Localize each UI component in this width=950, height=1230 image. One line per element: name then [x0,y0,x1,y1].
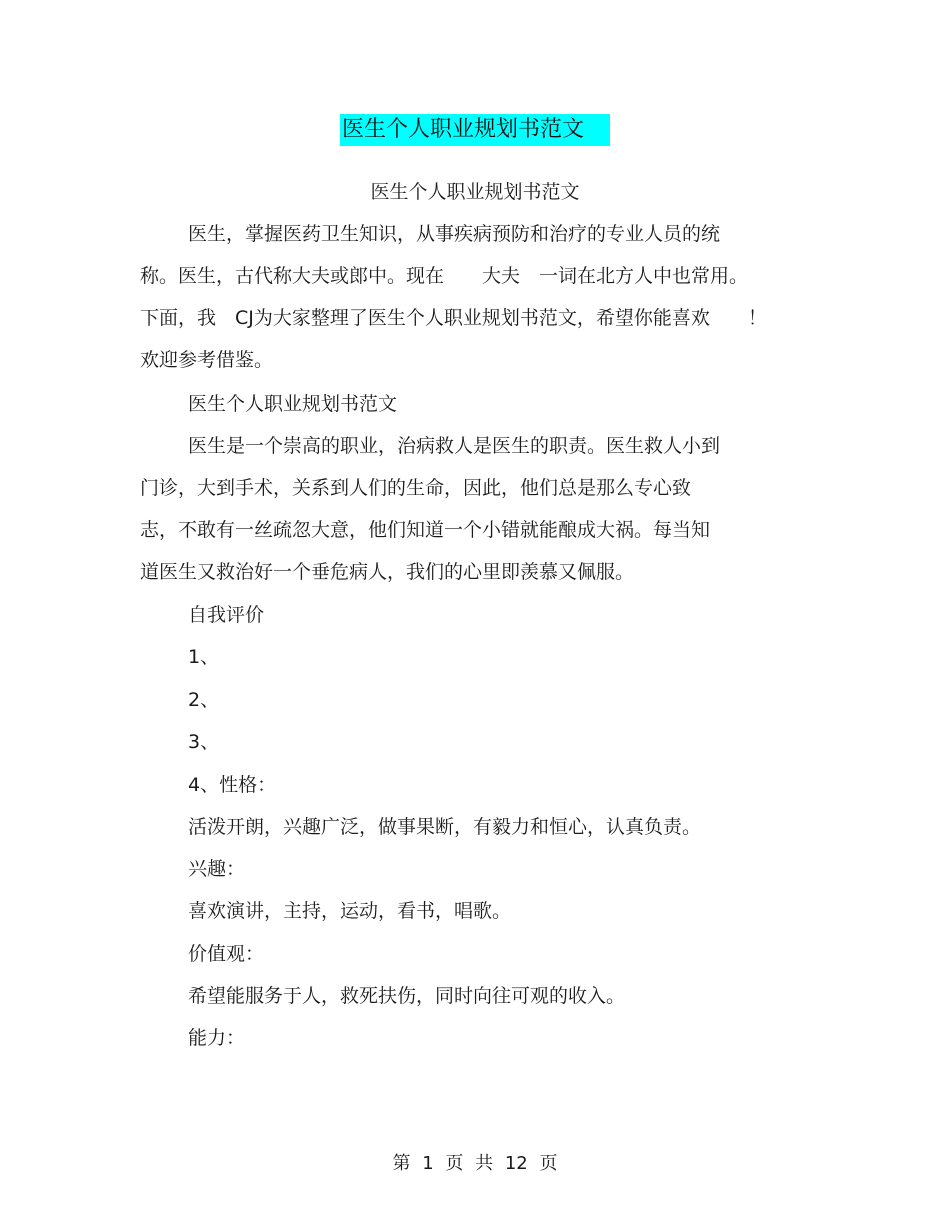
body-line-3: 志，不敢有一丝疏忽大意，他们知道一个小错就能酿成大祸。每当知 [140,519,711,541]
values-label: 价值观： [188,943,265,965]
list-item-4: 4、性格： [188,774,277,796]
body-line-1: 医生是一个崇高的职业，治病救人是医生的职责。医生救人小到 [188,435,721,457]
body-line-2: 门诊，大到手术，关系到人们的生命，因此，他们总是那么专心致 [140,477,692,499]
title-container [0,114,950,146]
ability-label: 能力： [188,1027,246,1049]
list-item-2: 2、 [188,689,220,711]
body-line-4: 道医生又救治好一个垂危病人，我们的心里即羡慕又佩服。 [140,561,635,583]
interest-label: 兴趣： [188,858,246,880]
intro-line-4: 欢迎参考借鉴。 [140,349,274,371]
document-title: 医生个人职业规划书范文 [340,114,610,146]
document-subtitle: 医生个人职业规划书范文 [370,181,580,203]
interest-text: 喜欢演讲，主持，运动，看书，唱歌。 [188,900,512,922]
intro-line-3: 下面，我 CJ为大家整理了医生个人职业规划书范文，希望你能喜欢 ！ [140,307,767,329]
intro-line-1: 医生，掌握医药卫生知识，从事疾病预防和治疗的专业人员的统 [188,223,721,245]
personality-text: 活泼开朗，兴趣广泛，做事果断，有毅力和恒心，认真负责。 [188,816,702,838]
section-heading: 医生个人职业规划书范文 [188,393,398,415]
self-eval-heading: 自我评价 [188,604,265,626]
list-item-3: 3、 [188,731,220,753]
list-item-1: 1、 [188,646,220,668]
page-footer: 第 1 页 共 12 页 [392,1153,558,1174]
values-text: 希望能服务于人，救死扶伤，同时向往可观的收入。 [188,985,626,1007]
intro-line-2: 称。医生，古代称大夫或郎中。现在 大夫 一词在北方人中也常用。 [140,265,749,287]
